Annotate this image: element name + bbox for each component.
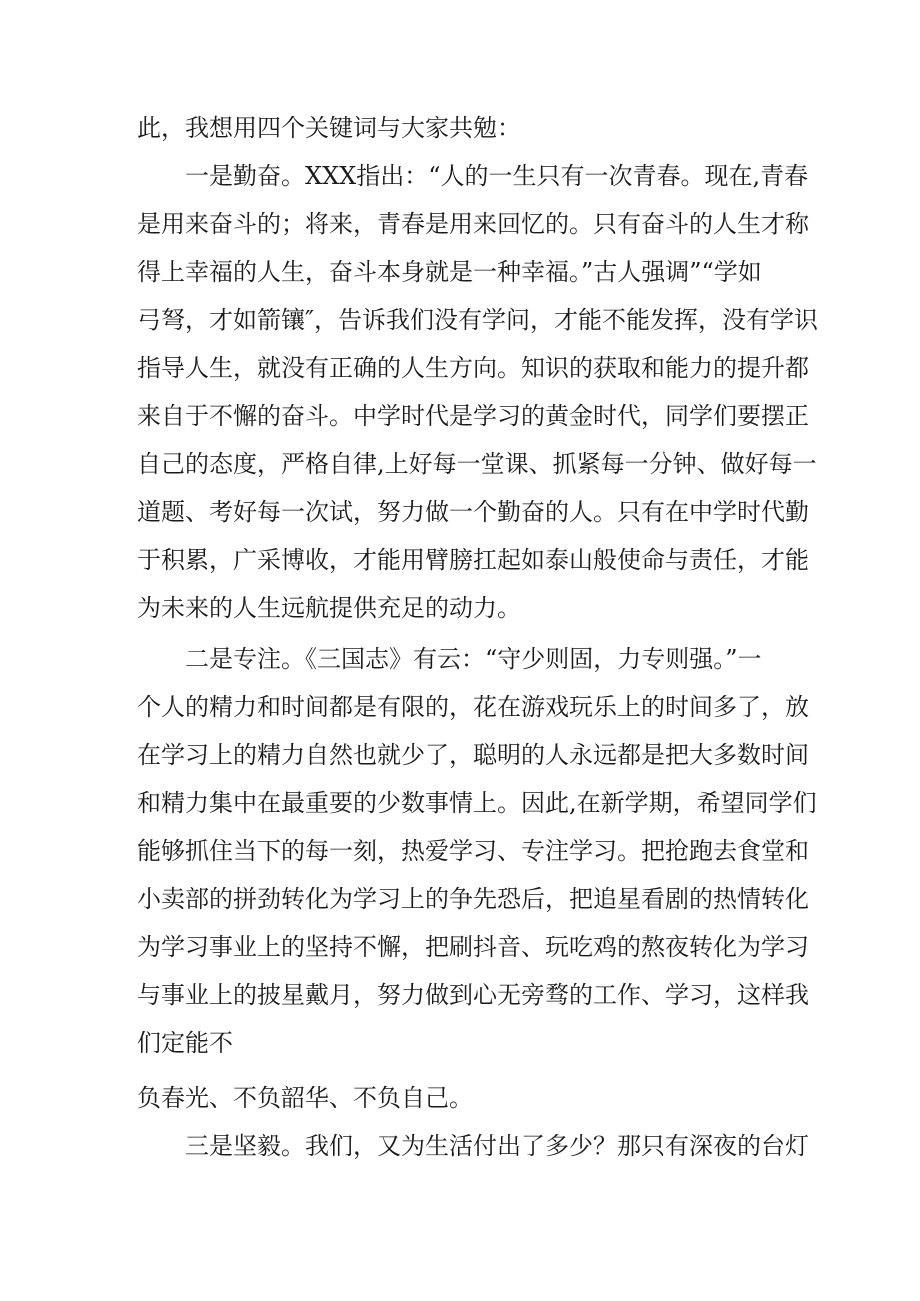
text-line: 与事业上的披星戴月，努力做到心无旁骛的工作、学习，这样我 — [137, 981, 809, 1009]
text-line: 来自于不懈的奋斗。中学时代是学习的黄金时代，同学们要摆正 — [137, 402, 809, 430]
text-line: 自己的态度，严格自律,上好每一堂课、抓紧每一分钟、做好每一 — [137, 450, 817, 478]
text-line: 于积累，广采博收，才能用臂膀扛起如泰山般使命与责任，才能 — [137, 546, 809, 574]
text-line: 能够抓住当下的每一刻，热爱学习、专注学习。把抢跑去食堂和 — [137, 837, 809, 865]
paragraph-first-line: 二是专注。《三国志》有云：“守少则固，力专则强。”一 — [185, 645, 762, 673]
text-line: 指导人生，就没有正确的人生方向。知识的获取和能力的提升都 — [137, 354, 809, 382]
text-line: 为学习事业上的坚持不懈，把刷抖音、玩吃鸡的熬夜转化为学习 — [137, 933, 809, 961]
text-line: 小卖部的拼劲转化为学习上的争先恐后，把追星看剧的热情转化 — [137, 885, 809, 913]
text-line: 负春光、不负韶华、不负自己。 — [137, 1084, 473, 1112]
text-line: 为未来的人生远航提供充足的动力。 — [137, 594, 521, 622]
text-line: 得上幸福的人生，奋斗本身就是一种幸福。”古人强调”“学如 — [137, 258, 762, 286]
text-line: 们定能不 — [137, 1029, 233, 1057]
text-line: 个人的精力和时间都是有限的，花在游戏玩乐上的时间多了，放 — [137, 693, 809, 721]
text-line: 此，我想用四个关键词与大家共勉： — [137, 114, 521, 142]
text-line: 在学习上的精力自然也就少了，聪明的人永远都是把大多数时间 — [137, 741, 809, 769]
text-line: 道题、考好每一次试，努力做一个勤奋的人。只有在中学时代勤 — [137, 498, 809, 526]
text-line: 和精力集中在最重要的少数事情上。因此,在新学期，希望同学们 — [137, 789, 817, 817]
text-line: 弓弩，才如箭镶″，告诉我们没有学问，才能不能发挥，没有学识 — [137, 306, 818, 334]
text-line: 是用来奋斗的；将来，青春是用来回忆的。只有奋斗的人生才称 — [137, 210, 809, 238]
paragraph-first-line: 三是坚毅。我们，又为生活付出了多少？那只有深夜的台灯 — [185, 1132, 809, 1160]
paragraph-first-line: 一是勤奋。XXX指出：“人的一生只有一次青春。现在,青春 — [185, 162, 809, 190]
